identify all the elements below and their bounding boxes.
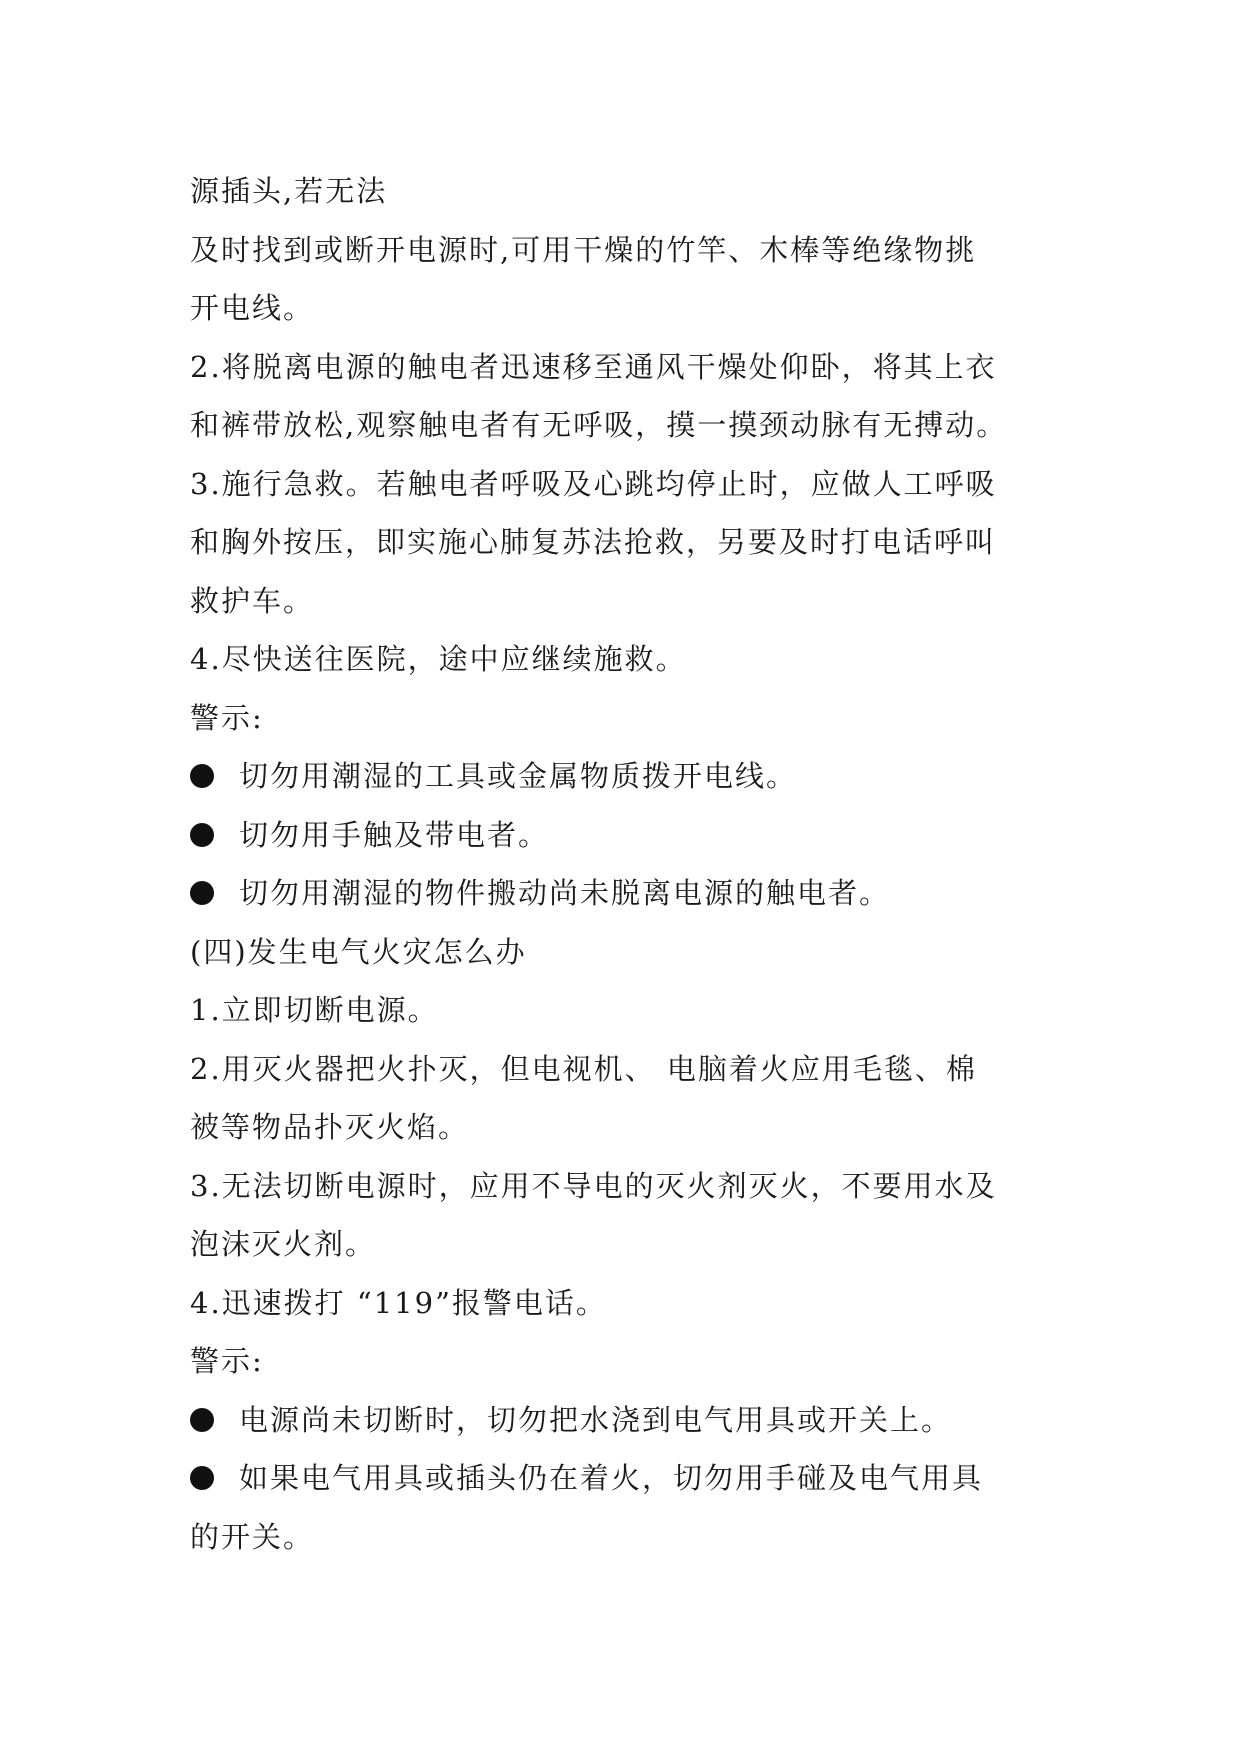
warning-text: 切勿用手触及带电者。 [239,817,550,852]
text-line: 2.将脱离电源的触电者迅速移至通风干燥处仰卧，将其上衣 [190,349,997,384]
text-line: 3.无法切断电源时，应用不导电的灭火剂灭火，不要用水及 [190,1168,997,1203]
bullet-icon [190,764,214,788]
warning-list-item [190,1391,1060,1450]
text-line: 和裤带放松,观察触电者有无呼吸，摸一摸颈动脉有无搏动。 [190,408,1008,442]
bullet-icon [190,1466,214,1490]
document-body [190,162,1060,1566]
warning-text: 如果电气用具或插头仍在着火，切勿用手碰及电气用具 [239,1461,984,1495]
text-line: 及时找到或断开电源时,可用干燥的竹竿、木棒等绝缘物挑 [190,232,977,267]
bullet-icon [190,1408,214,1432]
text-line: 被等物品扑灭火焰。 [190,1110,470,1144]
text-line: 救护车。 [190,583,315,618]
warning-list-item [190,1449,1060,1508]
warning-text: 切勿用潮湿的工具或金属物质拨开电线。 [239,759,798,793]
text-line: 4.尽快送往医院，途中应继续施救。 [190,642,687,676]
bullet-icon [190,823,214,847]
bullet-icon [190,881,214,905]
warning-list-item [190,806,1060,865]
warning-text: 切勿用潮湿的物件搬动尚未脱离电源的触电者。 [239,876,891,910]
text-line: 3.施行急救。若触电者呼吸及心跳均停止时，应做人工呼吸 [190,466,997,501]
text-line: 4.迅速拨打 “119”报警电话。 [190,1285,607,1320]
text-line: 和胸外按压，即实施心肺复苏法抢救，另要及时打电话呼叫 [190,525,997,559]
warning-list-item [190,747,1060,806]
section-heading: (四)发生电气火灾怎么办 [190,934,527,969]
warning-heading: 警示: [190,1344,264,1378]
text-line: 开电线。 [190,291,315,325]
warning-heading: 警示: [190,700,264,735]
text-line: 2.用灭火器把火扑灭，但电视机、 电脑着火应用毛毯、棉 [190,1051,977,1086]
text-line: 的开关。 [190,1519,315,1554]
warning-list-item [190,864,1060,923]
text-line: 泡沫灭火剂。 [190,1227,377,1261]
text-line: 源插头,若无法 [190,174,388,208]
warning-text: 电源尚未切断时，切勿把水浇到电气用具或开关上。 [239,1402,953,1437]
text-line: 1.立即切断电源。 [190,993,439,1027]
